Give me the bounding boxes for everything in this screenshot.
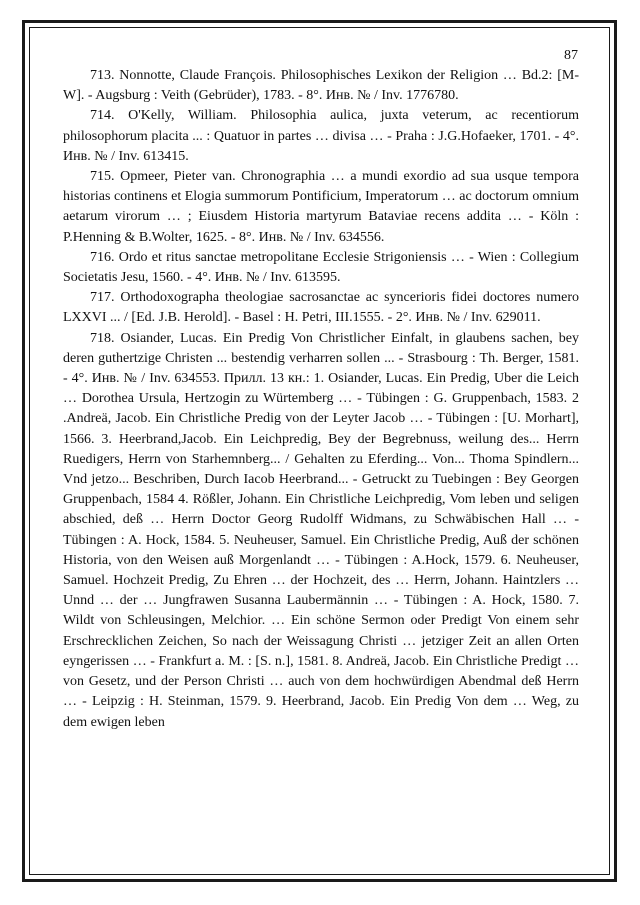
page-number: 87	[564, 48, 578, 63]
catalog-entries	[63, 66, 579, 733]
catalog-entry-715: 715. Opmeer, Pieter van. Chronographia … a mundi exordio ad sua usque tempora historias continens et Elogia summorum Pontificium, Imperatorum … ac doctorum omnium aetarum virorum … ; Eiusdem Historia martyrum Bataviae recens addita … - Köln : P.Henning & B.Wolter, 1625. - 8°. Инв. № / Inv. 634556.	[63, 169, 579, 245]
catalog-entry-714: 714. O'Kelly, William. Philosophia aulica, juxta veterum, ac recentiorum philosophorum placita ... : Quatuor in partes … divisa … - Praha : J.G.Hofaeker, 1701. - 4°. Инв. № / Inv. 613415.	[63, 108, 579, 164]
catalog-entry-716: 716. Ordo et ritus sanctae metropolitane Ecclesie Strigoniensis … - Wien : Collegium Societatis Jesu, 1560. - 4°. Инв. № / Inv. 613595.	[63, 249, 579, 286]
catalog-entry-717: 717. Orthodoxographa theologiae sacrosanctae ac syncerioris fidei doctores numero LXXVI ... / [Ed. J.B. Herold]. - Basel : H. Petri, III.1555. - 2°. Инв. № / Inv. 629011.	[63, 290, 579, 326]
catalog-entry-718: 718. Osiander, Lucas. Ein Predig Von Christlicher Einfalt, in glaubens sachen, bey deren guthertzige Christen ... bestendig verharren sollen ... - Strasbourg : Th. Berger, 1581. - 4°. Инв. № / Inv. 634553. Прилл. 13 кн.: 1. Osiander, Lucas. Ein Predig, Uber die Leich … Dorothea Ursula, Hertzogin zu Würtemberg … - Tübingen : G. Gruppenbach, 1583. 2 .Andreä, Jacob. Ein Christliche Predig von der Leyter Jacob … - Tübingen : [U. Morhart], 1566. 3. Heerbrand,Jacob. Ein Leichpredig, Bey der Begrebnuss, weilung des... Herrn Ruedigers, Herrn von Starhemnberg... / Gehalten zu Eferding... Von... Thoma Spindlern... Vnd jetzo... Beschriben, Durch Iacob Heerbrand... - Getruckt zu Tuebingen : Bey Georgen Gruppenbach, 1584 4. Rößler, Johann. Ein Christliche Leichpredig, Vom leben und seligen abschied, deß … Herrn Doctor Georg Rudolff Widmans, zu Schwäbischen Hall … - Tübingen : A. Hock, 1584. 5. Neuheuser, Samuel. Ein Christliche Predig, Auß der schönen Historia, von den Weisen auß Morgenlandt … - Tübingen : A.Hock, 1579. 6. Neuheuser, Samuel. Hochzeit Predig, Zu Ehren … der Hochzeit, des … Herrn, Johann. Haintzlers … Unnd … der … Jungfrawen Susanna Laubermännin … - Tübingen : A. Hock, 1580. 7. Wildt von Schleusingen, Melchior. … Ein schöne Sermon oder Predigt Von einem sehr Erschrecklichen Zeichen, So nach der Weissagung Christi … jetziger Zeit an allen Orten eyngerissen … - Frankfurt a. M. : [S. n.], 1581. 8. Andreä, Jacob. Ein Christliche Predigt … von Gesetz, und der Person Christi … auch von dem hochwürdigen Abendmal deß Herrn … - Leipzig : H. Steinman, 1579. 9. Heerbrand, Jacob. Ein Predig Von dem … Weg, zu dem ewigen leben	[63, 330, 579, 730]
catalog-entry-713: 713. Nonnotte, Claude François. Philosophisches Lexikon der Religion … Bd.2: [M-W]. - Augsburg : Veith (Gebrüder), 1783. - 8°. Инв. № / Inv. 1776780.	[63, 68, 579, 104]
